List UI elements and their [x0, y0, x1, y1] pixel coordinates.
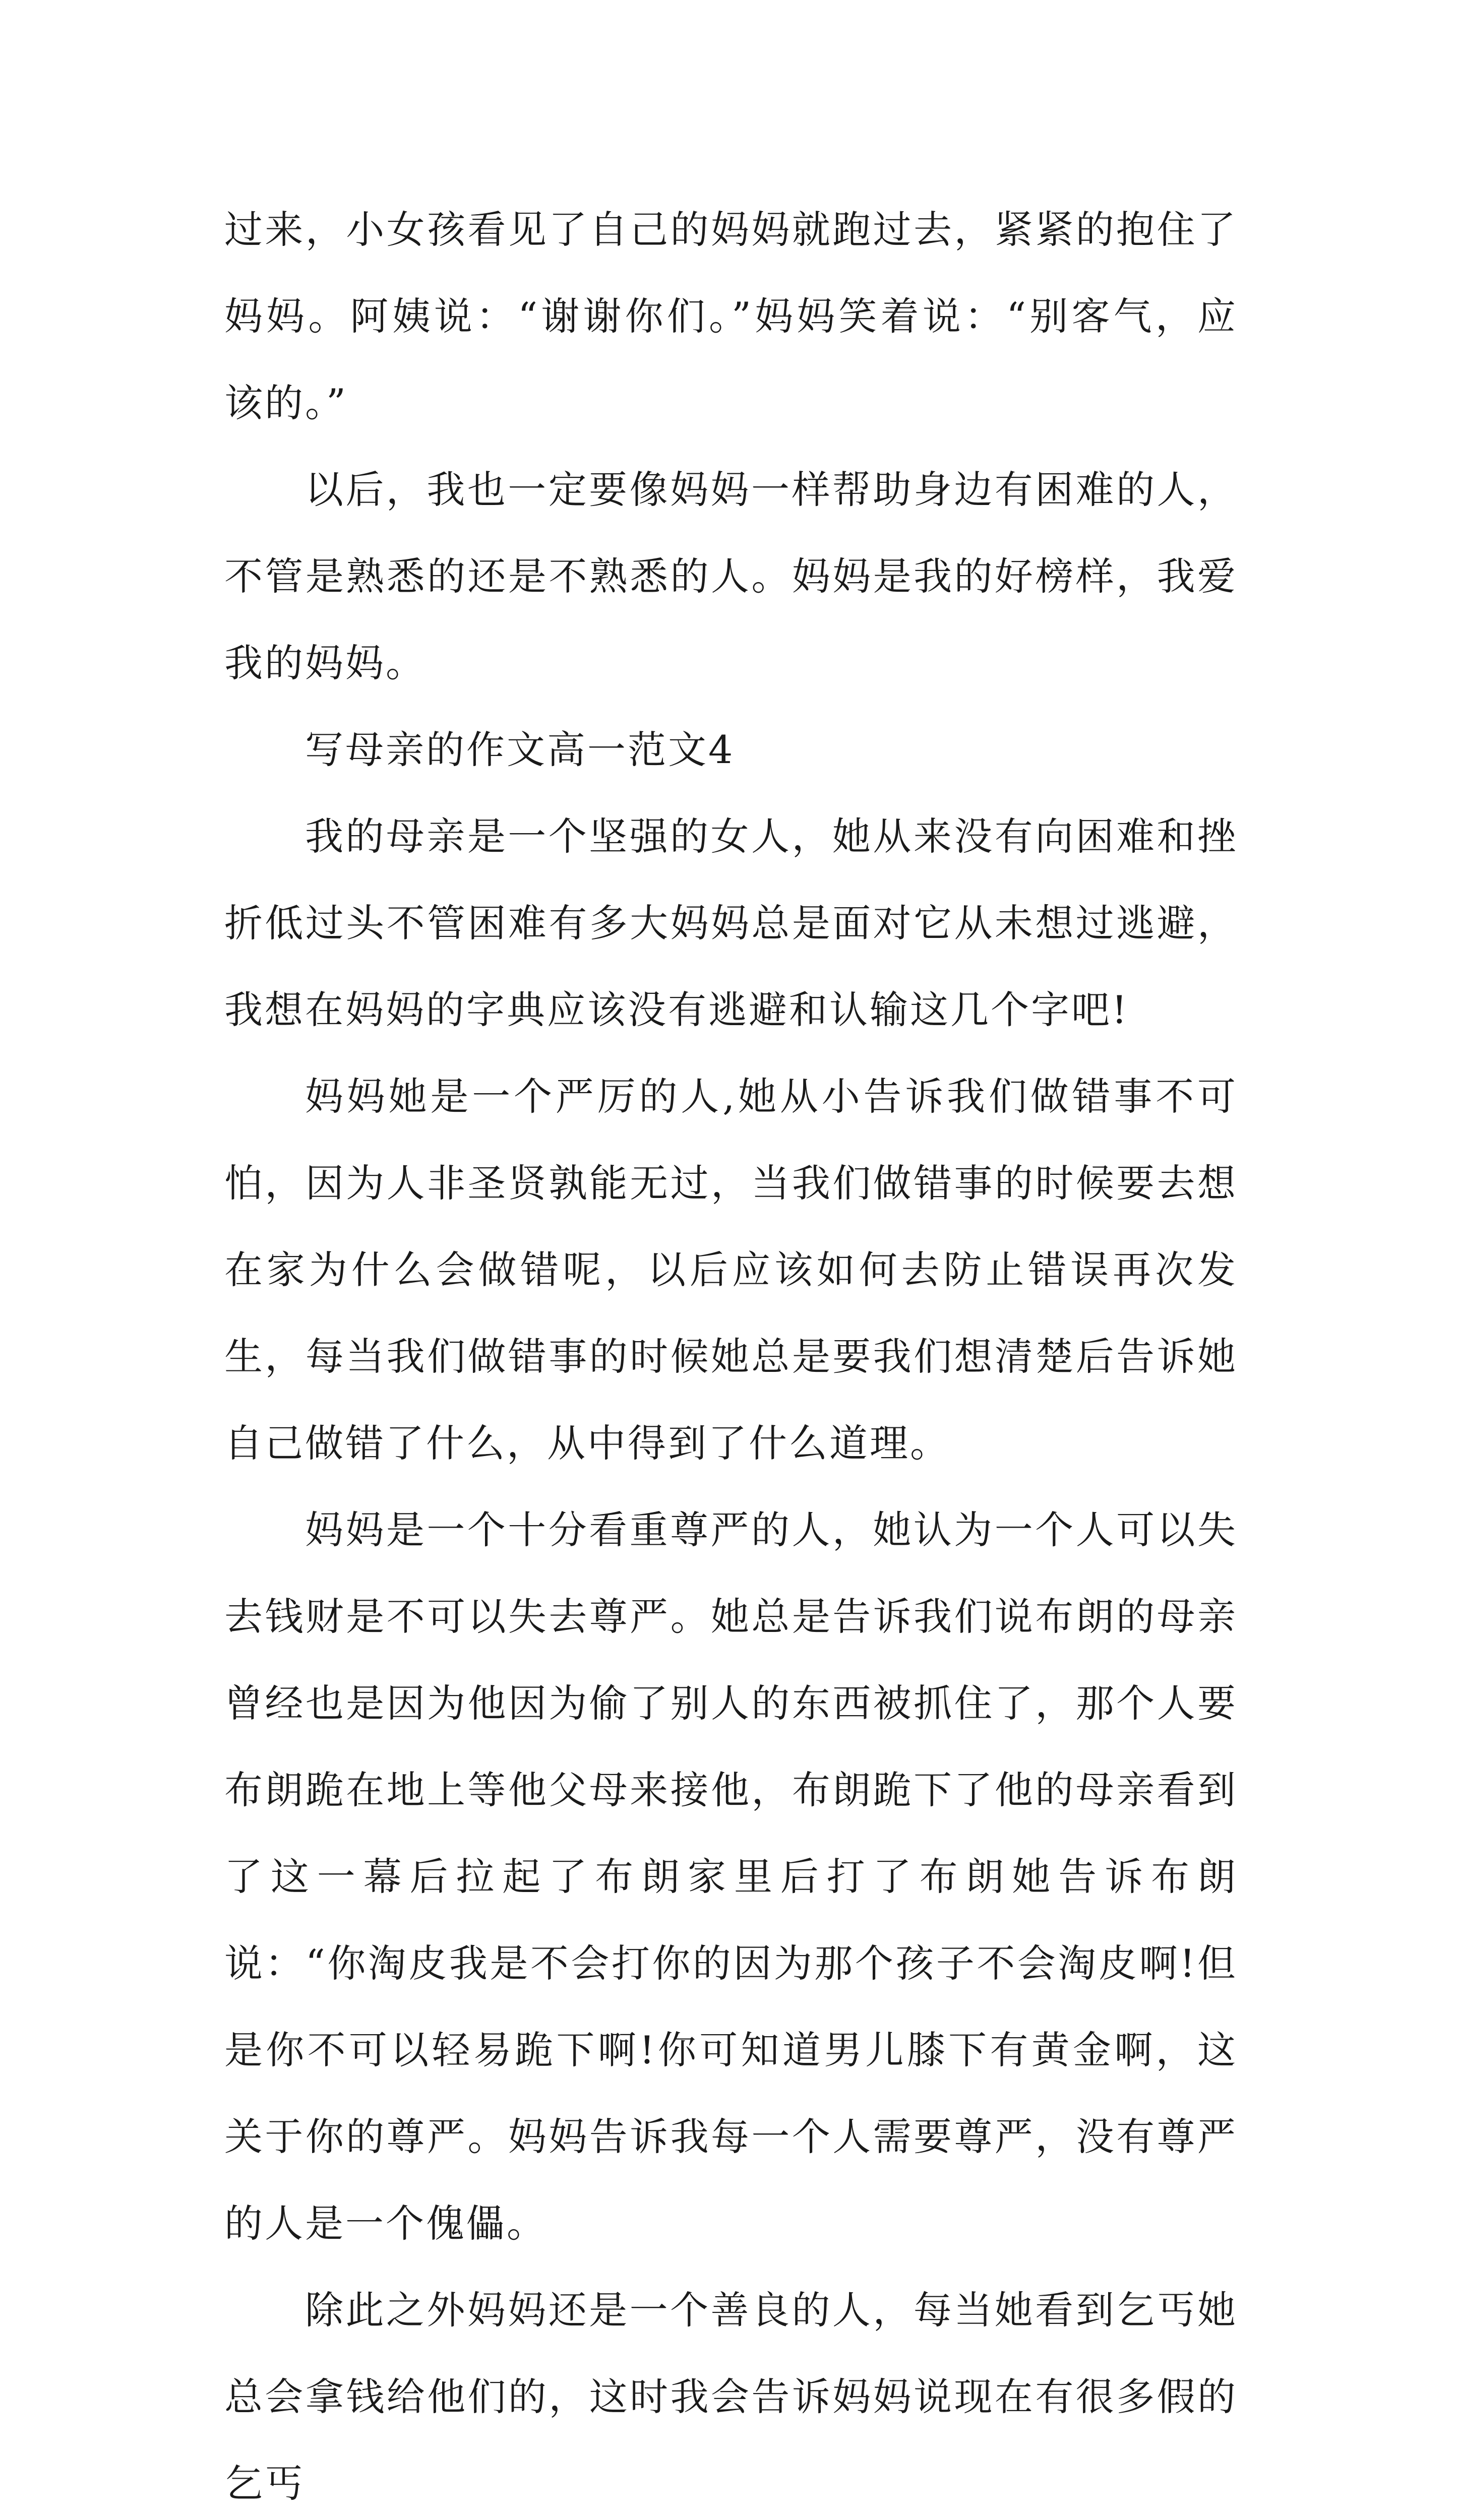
- paragraph-conclusion: 以后，我也一定要像妈妈一样帮助身边有困难的人，不管是熟悉的还是不熟悉的人。妈妈是我的好榜样，我爱我的妈妈。: [224, 467, 1238, 685]
- paragraph-strong-mother: 我的母亲是一个坚强的女人，她从来没有向困难和挫折低过头不管困难有多大妈妈总是面对它从未想过逃避，我想在妈妈的字典应该没有逃避和认输这几个字吧!: [224, 814, 1238, 1032]
- paragraph-kindness: 除此之外妈妈还是一个善良的人，每当她看到乞丐她总会拿钱给他们的，这时我会告诉妈妈说现在有很多假的乞丐: [224, 2288, 1238, 2506]
- paragraph-strict-mother: 妈妈她是一个严厉的人,她从小告诉我们做错事不可怕，因为人非圣贤孰能无过，当我们做错事的时候要去想在家为什么会做错呢，以后应该如何去防止错误再次发生，每当我们做错事的时候她总是要我们想清楚后告诉她自己做错了什么，从中得到了什么道理。: [224, 1074, 1238, 1466]
- paragraph-continuation: 过来，小女孩看见了自己的妈妈就跑过去，紧紧的抱住了妈妈。阿姨说：“谢谢你们。”妈妈笑着说：“别客气，应该的。”: [224, 207, 1238, 425]
- paragraph-dignity: 妈妈是一个十分看重尊严的人，她认为一个人可以失去钱财是不可以失去尊严。她总是告诉我们说布朗的母亲曾经也是因为他因为偷了别人的东西被抓住了，那个人要布朗跪在地上等他父母来接他，布朗跪下了他的母亲看到了这一幕后拉起了布朗家里后打了布朗她告诉布朗说：“你淘皮我是不会打你的因为那个孩子不会淘皮啊!但是你不可以轻易跪下啊!你可知道男儿膝下有黄金啊，这关于你的尊严。妈妈告诉我每一个人需要尊严，没有尊严的人是一个傀儡。: [224, 1507, 1238, 2246]
- section-heading: 写母亲的作文高一范文4: [305, 727, 735, 772]
- document-page: [224, 186, 1238, 2520]
